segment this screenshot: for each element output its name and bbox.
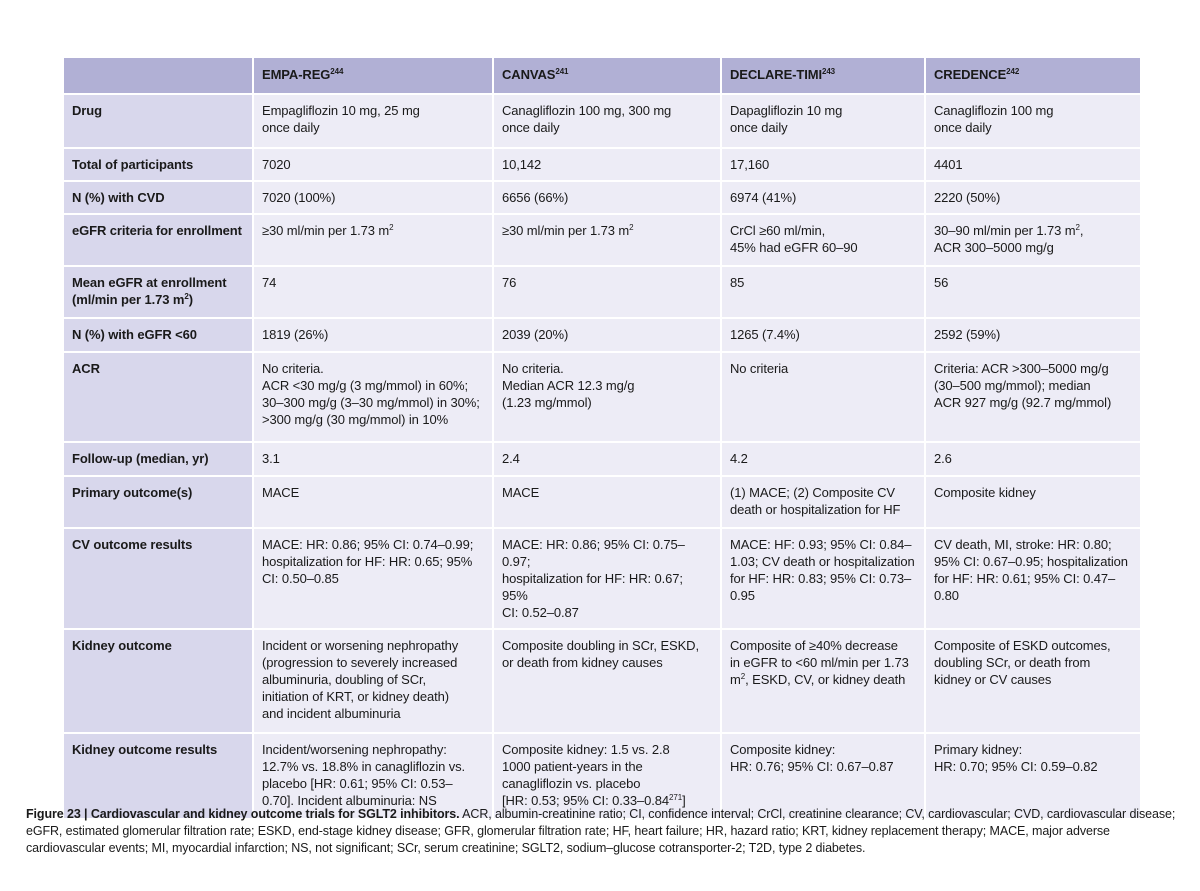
cell-declare-timi: (1) MACE; (2) Composite CV death or hospitalization for HF: [721, 476, 925, 528]
cell-empa-reg: Empagliflozin 10 mg, 25 mg once daily: [253, 94, 493, 148]
cell-credence: Composite of ESKD outcomes, doubling SCr, or death from kidney or CV causes: [925, 629, 1141, 733]
cell-credence: 2.6: [925, 442, 1141, 476]
cell-canvas: Composite kidney: 1.5 vs. 2.8 1000 patient-years in the canagliflozin vs. placebo [HR: 0.53; 95% CI: 0.33–0.84$^{271}$]: [493, 733, 721, 819]
cell-credence: Criteria: ACR >300–5000 mg/g (30–500 mg/mmol); median ACR 927 mg/g (92.7 mg/mmol): [925, 352, 1141, 442]
cell-declare-timi: MACE: HF: 0.93; 95% CI: 0.84– 1.03; CV death or hospitalization for HF: HR: 0.83; 95% CI: 0.73–0.95: [721, 528, 925, 629]
row-egfr-criteria: [63, 214, 1141, 266]
cell-declare-timi: 4.2: [721, 442, 925, 476]
cell-declare-timi: No criteria: [721, 352, 925, 442]
row-drug: [63, 94, 1141, 148]
cell-empa-reg: 1819 (26%): [253, 318, 493, 352]
row-kidney-outcome: [63, 629, 1141, 733]
cell-canvas: 10,142: [493, 148, 721, 181]
cell-credence: 4401: [925, 148, 1141, 181]
cell-canvas: 2039 (20%): [493, 318, 721, 352]
cell-canvas: Composite doubling in SCr, ESKD, or death from kidney causes: [493, 629, 721, 733]
row-egfr-below-60: [63, 318, 1141, 352]
row-acr: [63, 352, 1141, 442]
row-label: Total of participants: [63, 148, 253, 181]
header-row: [63, 57, 1141, 94]
row-label: CV outcome results: [63, 528, 253, 629]
cell-canvas: Canagliflozin 100 mg, 300 mg once daily: [493, 94, 721, 148]
caption-text: ACR, albumin-creatinine ratio; CI, confidence interval; CrCl, creatinine clearance; CV, cardiovascular; CVD, cardiovascular disease; eGFR, estimated glomerular filtration rate; ESKD, end-stage kidney disease; GFR, glomerular filtration rate; HF, heart failure; HR, hazard ratio; KRT, kidney replacement therapy; MACE, major adverse cardiovascular events; MI, myocardial infarction; NS, not significant; SCr, serum creatinine; SGLT2, sodium–glucose cotransporter-2; T2D, type 2 diabetes.: [26, 807, 1176, 855]
row-label: eGFR criteria for enrollment: [63, 214, 253, 266]
trial-comparison-table: [62, 56, 1142, 820]
cell-empa-reg: No criteria. ACR <30 mg/g (3 mg/mmol) in 60%; 30–300 mg/g (3–30 mg/mmol) in 30%; >300 mg/g (30 mg/mmol) in 10%: [253, 352, 493, 442]
cell-credence: Primary kidney: HR: 0.70; 95% CI: 0.59–0.82: [925, 733, 1141, 819]
cell-credence: 56: [925, 266, 1141, 318]
cell-canvas: 2.4: [493, 442, 721, 476]
column-header-canvas: CANVAS$^{241}$: [493, 57, 721, 94]
row-label: Mean eGFR at enrollment (ml/min per 1.73 $m^2$): [63, 266, 253, 318]
cell-credence: 2220 (50%): [925, 181, 1141, 214]
cell-declare-timi: Composite kidney: HR: 0.76; 95% CI: 0.67–0.87: [721, 733, 925, 819]
row-label: ACR: [63, 352, 253, 442]
cell-credence: 2592 (59%): [925, 318, 1141, 352]
cell-credence: CV death, MI, stroke: HR: 0.80; 95% CI: 0.67–0.95; hospitalization for HF: HR: 0.61; 95% CI: 0.47–0.80: [925, 528, 1141, 629]
cell-empa-reg: MACE: [253, 476, 493, 528]
column-header-credence: CREDENCE$^{242}$: [925, 57, 1141, 94]
cell-canvas: ≥30 ml/min per 1.73 $m^2$: [493, 214, 721, 266]
cell-empa-reg: 7020 (100%): [253, 181, 493, 214]
column-header-declare-timi: DECLARE-TIMI$^{243}$: [721, 57, 925, 94]
row-cvd: [63, 181, 1141, 214]
cell-empa-reg: 3.1: [253, 442, 493, 476]
column-header-empa-reg: EMPA-REG$^{244}$: [253, 57, 493, 94]
cell-declare-timi: 1265 (7.4%): [721, 318, 925, 352]
row-label: Follow-up (median, yr): [63, 442, 253, 476]
cell-declare-timi: 6974 (41%): [721, 181, 925, 214]
row-label: Kidney outcome results: [63, 733, 253, 819]
row-label: Kidney outcome: [63, 629, 253, 733]
header-corner: [63, 57, 253, 94]
caption-title: Figure 23 | Cardiovascular and kidney outcome trials for SGLT2 inhibitors.: [26, 807, 460, 821]
figure-caption: [26, 806, 1176, 857]
cell-empa-reg: Incident or worsening nephropathy (progression to severely increased albuminuria, doubling of SCr, initiation of KRT, or kidney death) and incident albuminuria: [253, 629, 493, 733]
cell-empa-reg: MACE: HR: 0.86; 95% CI: 0.74–0.99; hospitalization for HF: HR: 0.65; 95% CI: 0.50–0.85: [253, 528, 493, 629]
cell-empa-reg: ≥30 ml/min per 1.73 $m^2$: [253, 214, 493, 266]
cell-declare-timi: CrCl ≥60 ml/min, 45% had eGFR 60–90: [721, 214, 925, 266]
cell-empa-reg: 7020: [253, 148, 493, 181]
row-cv-outcome-results: [63, 528, 1141, 629]
cell-canvas: No criteria. Median ACR 12.3 mg/g (1.23 mg/mmol): [493, 352, 721, 442]
cell-empa-reg: 74: [253, 266, 493, 318]
row-label: N (%) with eGFR <60: [63, 318, 253, 352]
cell-canvas: 76: [493, 266, 721, 318]
row-label: Drug: [63, 94, 253, 148]
cell-declare-timi: Composite of ≥40% decrease in eGFR to <60 ml/min per 1.73 $m^2$, ESKD, CV, or kidney death: [721, 629, 925, 733]
row-follow-up: [63, 442, 1141, 476]
cell-empa-reg: Incident/worsening nephropathy: 12.7% vs. 18.8% in canagliflozin vs. placebo [HR: 0.61; 95% CI: 0.53– 0.70]. Incident albuminuria: NS: [253, 733, 493, 819]
row-label: Primary outcome(s): [63, 476, 253, 528]
cell-credence: 30–90 ml/min per 1.73 $m^2$, ACR 300–5000 mg/g: [925, 214, 1141, 266]
cell-canvas: 6656 (66%): [493, 181, 721, 214]
cell-credence: Composite kidney: [925, 476, 1141, 528]
cell-canvas: MACE: HR: 0.86; 95% CI: 0.75–0.97; hospitalization for HF: HR: 0.67; 95% CI: 0.52–0.87: [493, 528, 721, 629]
cell-declare-timi: Dapagliflozin 10 mg once daily: [721, 94, 925, 148]
row-mean-egfr: [63, 266, 1141, 318]
cell-canvas: MACE: [493, 476, 721, 528]
row-primary-outcome: [63, 476, 1141, 528]
row-label: N (%) with CVD: [63, 181, 253, 214]
row-participants: [63, 148, 1141, 181]
cell-declare-timi: 85: [721, 266, 925, 318]
cell-declare-timi: 17,160: [721, 148, 925, 181]
cell-credence: Canagliflozin 100 mg once daily: [925, 94, 1141, 148]
